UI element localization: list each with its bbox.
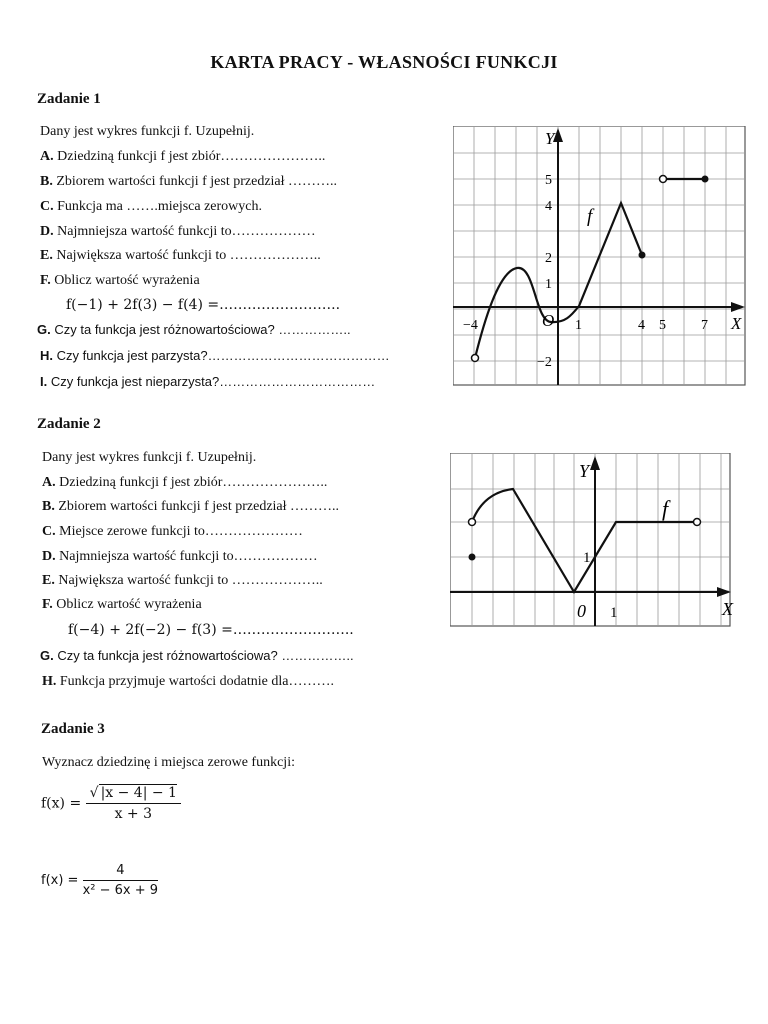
item-letter: F. bbox=[40, 273, 51, 288]
task1-closed-endpoint bbox=[639, 252, 646, 259]
item-text: Czy funkcja jest parzysta?…………………………………… bbox=[56, 348, 390, 363]
task2-graph-frame bbox=[450, 453, 730, 626]
item-letter: G. bbox=[40, 648, 54, 663]
task1-x-tick: 1 bbox=[575, 318, 582, 333]
sqrt-sign: √ bbox=[89, 785, 99, 801]
task2-x-tick: 1 bbox=[610, 605, 618, 621]
task1-item bbox=[40, 149, 325, 165]
task2-item bbox=[42, 499, 339, 515]
task2-closed-point bbox=[469, 554, 476, 561]
item-text: Oblicz wartość wyrażenia bbox=[54, 273, 200, 288]
task3-formula-1 bbox=[41, 785, 181, 822]
task2-item bbox=[68, 622, 354, 638]
task1-item bbox=[40, 374, 375, 389]
formula-1-fraction bbox=[86, 785, 181, 822]
task2-item bbox=[42, 475, 327, 491]
task1-item bbox=[66, 297, 340, 313]
item-text: Największa wartość funkcji to ……………….. bbox=[58, 573, 323, 588]
item-text: Oblicz wartość wyrażenia bbox=[56, 597, 202, 612]
task1-item bbox=[40, 224, 316, 240]
item-text: Najmniejsza wartość funkcji to……………… bbox=[57, 224, 316, 239]
item-text: Dziedziną funkcji f jest zbiór………………….. bbox=[59, 475, 328, 490]
item-letter: H. bbox=[40, 348, 53, 363]
formula-1-radicand: |x − 4| − 1 bbox=[100, 785, 177, 801]
task2-origin-label: 0 bbox=[577, 601, 586, 621]
task1-axis-y-label: Y bbox=[545, 129, 555, 148]
task1-x-tick: 7 bbox=[701, 318, 708, 333]
task1-item bbox=[40, 248, 321, 264]
task1-item bbox=[40, 174, 337, 190]
item-text: Najmniejsza wartość funkcji to……………… bbox=[59, 549, 318, 564]
task1-x-tick: 5 bbox=[659, 318, 666, 333]
task1-item bbox=[37, 322, 351, 337]
task2-open-endpoint bbox=[694, 519, 701, 526]
task2-item bbox=[42, 549, 318, 565]
task1-closed-endpoint bbox=[702, 176, 709, 183]
task2-open-endpoint bbox=[469, 519, 476, 526]
task1-item bbox=[40, 348, 390, 363]
item-letter: E. bbox=[40, 248, 53, 263]
formula-2-denominator: x² − 6x + 9 bbox=[82, 883, 159, 898]
formula-2-lhs: f(x) = bbox=[41, 873, 79, 888]
item-letter: I. bbox=[40, 374, 48, 389]
task2-item bbox=[42, 524, 303, 540]
item-text: Czy ta funkcja jest różnowartościowa? …………….. bbox=[57, 648, 354, 663]
item-letter: C. bbox=[40, 199, 54, 214]
task2-y-tick: 1 bbox=[583, 550, 591, 566]
task2-heading: Zadanie 2 bbox=[37, 416, 101, 432]
item-text: f(−1) + 2f(3) − f(4) =…………………….. bbox=[66, 297, 341, 313]
task2-item bbox=[42, 597, 202, 613]
task2-item bbox=[42, 674, 334, 690]
formula-1-denominator: x + 3 bbox=[114, 806, 153, 822]
task1-y-tick: 2 bbox=[545, 251, 552, 266]
task1-item bbox=[40, 273, 200, 289]
item-text: Miejsce zerowe funkcji to………………… bbox=[59, 524, 303, 539]
item-letter: C. bbox=[42, 524, 56, 539]
task1-y-tick: −2 bbox=[537, 355, 552, 370]
item-text: Funkcja ma …….miejsca zerowych. bbox=[57, 199, 263, 214]
task1-axis-x-label: X bbox=[731, 314, 742, 333]
task2-item bbox=[42, 573, 323, 589]
item-letter: B. bbox=[40, 174, 53, 189]
formula-2-fraction bbox=[83, 863, 158, 898]
item-text: Największa wartość funkcji to ……………….. bbox=[56, 248, 321, 263]
item-text: f(−4) + 2f(−2) − f(3) =…………………….. bbox=[68, 622, 354, 638]
task1-item bbox=[40, 199, 262, 215]
item-letter: D. bbox=[40, 224, 54, 239]
item-letter: G. bbox=[37, 322, 51, 337]
task1-y-tick: 1 bbox=[545, 277, 552, 292]
item-text: Funkcja przyjmuje wartości dodatnie dla………. bbox=[59, 674, 334, 689]
task1-func-label: f bbox=[587, 206, 593, 227]
task2-item bbox=[40, 648, 354, 663]
task3-intro: Wyznacz dziedzinę i miejsca zerowe funkcji: bbox=[42, 755, 295, 770]
task1-heading: Zadanie 1 bbox=[37, 91, 101, 107]
item-letter: H. bbox=[42, 674, 57, 689]
page-title: KARTA PRACY - WŁASNOŚCI FUNKCJI bbox=[210, 52, 558, 72]
task1-x-tick: −4 bbox=[463, 318, 478, 333]
task1-y-tick: 4 bbox=[545, 199, 552, 214]
item-text: Czy ta funkcja jest różnowartościowa? …………….. bbox=[54, 322, 351, 337]
task2-axis-y-label: Y bbox=[579, 461, 590, 481]
item-letter: E. bbox=[42, 573, 55, 588]
item-text: Czy funkcja jest nieparzysta?……………………………… bbox=[50, 374, 376, 389]
task1-intro: Dany jest wykres funkcji f. Uzupełnij. bbox=[40, 124, 255, 139]
task1-y-tick: 5 bbox=[545, 173, 552, 188]
task1-origin-label: O bbox=[542, 311, 555, 330]
item-letter: F. bbox=[42, 597, 53, 612]
task1-open-endpoint bbox=[660, 176, 667, 183]
task2-graph bbox=[450, 453, 734, 629]
task3-formula-2 bbox=[41, 863, 158, 898]
formula-2-numerator: 4 bbox=[83, 863, 158, 881]
item-letter: A. bbox=[42, 475, 56, 490]
task2-func-label: f bbox=[662, 496, 669, 521]
item-letter: A. bbox=[40, 149, 54, 164]
item-text: Zbiorem wartości funkcji f jest przedział ……….. bbox=[58, 499, 340, 514]
task2-axis-x-label: X bbox=[722, 599, 733, 619]
task3-heading: Zadanie 3 bbox=[41, 721, 105, 737]
item-text: Zbiorem wartości funkcji f jest przedział ……….. bbox=[56, 174, 338, 189]
task1-open-endpoint bbox=[472, 355, 479, 362]
item-text: Dziedziną funkcji f jest zbiór………………….. bbox=[57, 149, 326, 164]
task2-intro: Dany jest wykres funkcji f. Uzupełnij. bbox=[42, 450, 257, 465]
formula-1-lhs: f(x) = bbox=[41, 795, 82, 812]
task1-graph bbox=[453, 126, 753, 388]
task1-x-tick: 4 bbox=[638, 318, 645, 333]
item-letter: D. bbox=[42, 549, 56, 564]
item-letter: B. bbox=[42, 499, 55, 514]
